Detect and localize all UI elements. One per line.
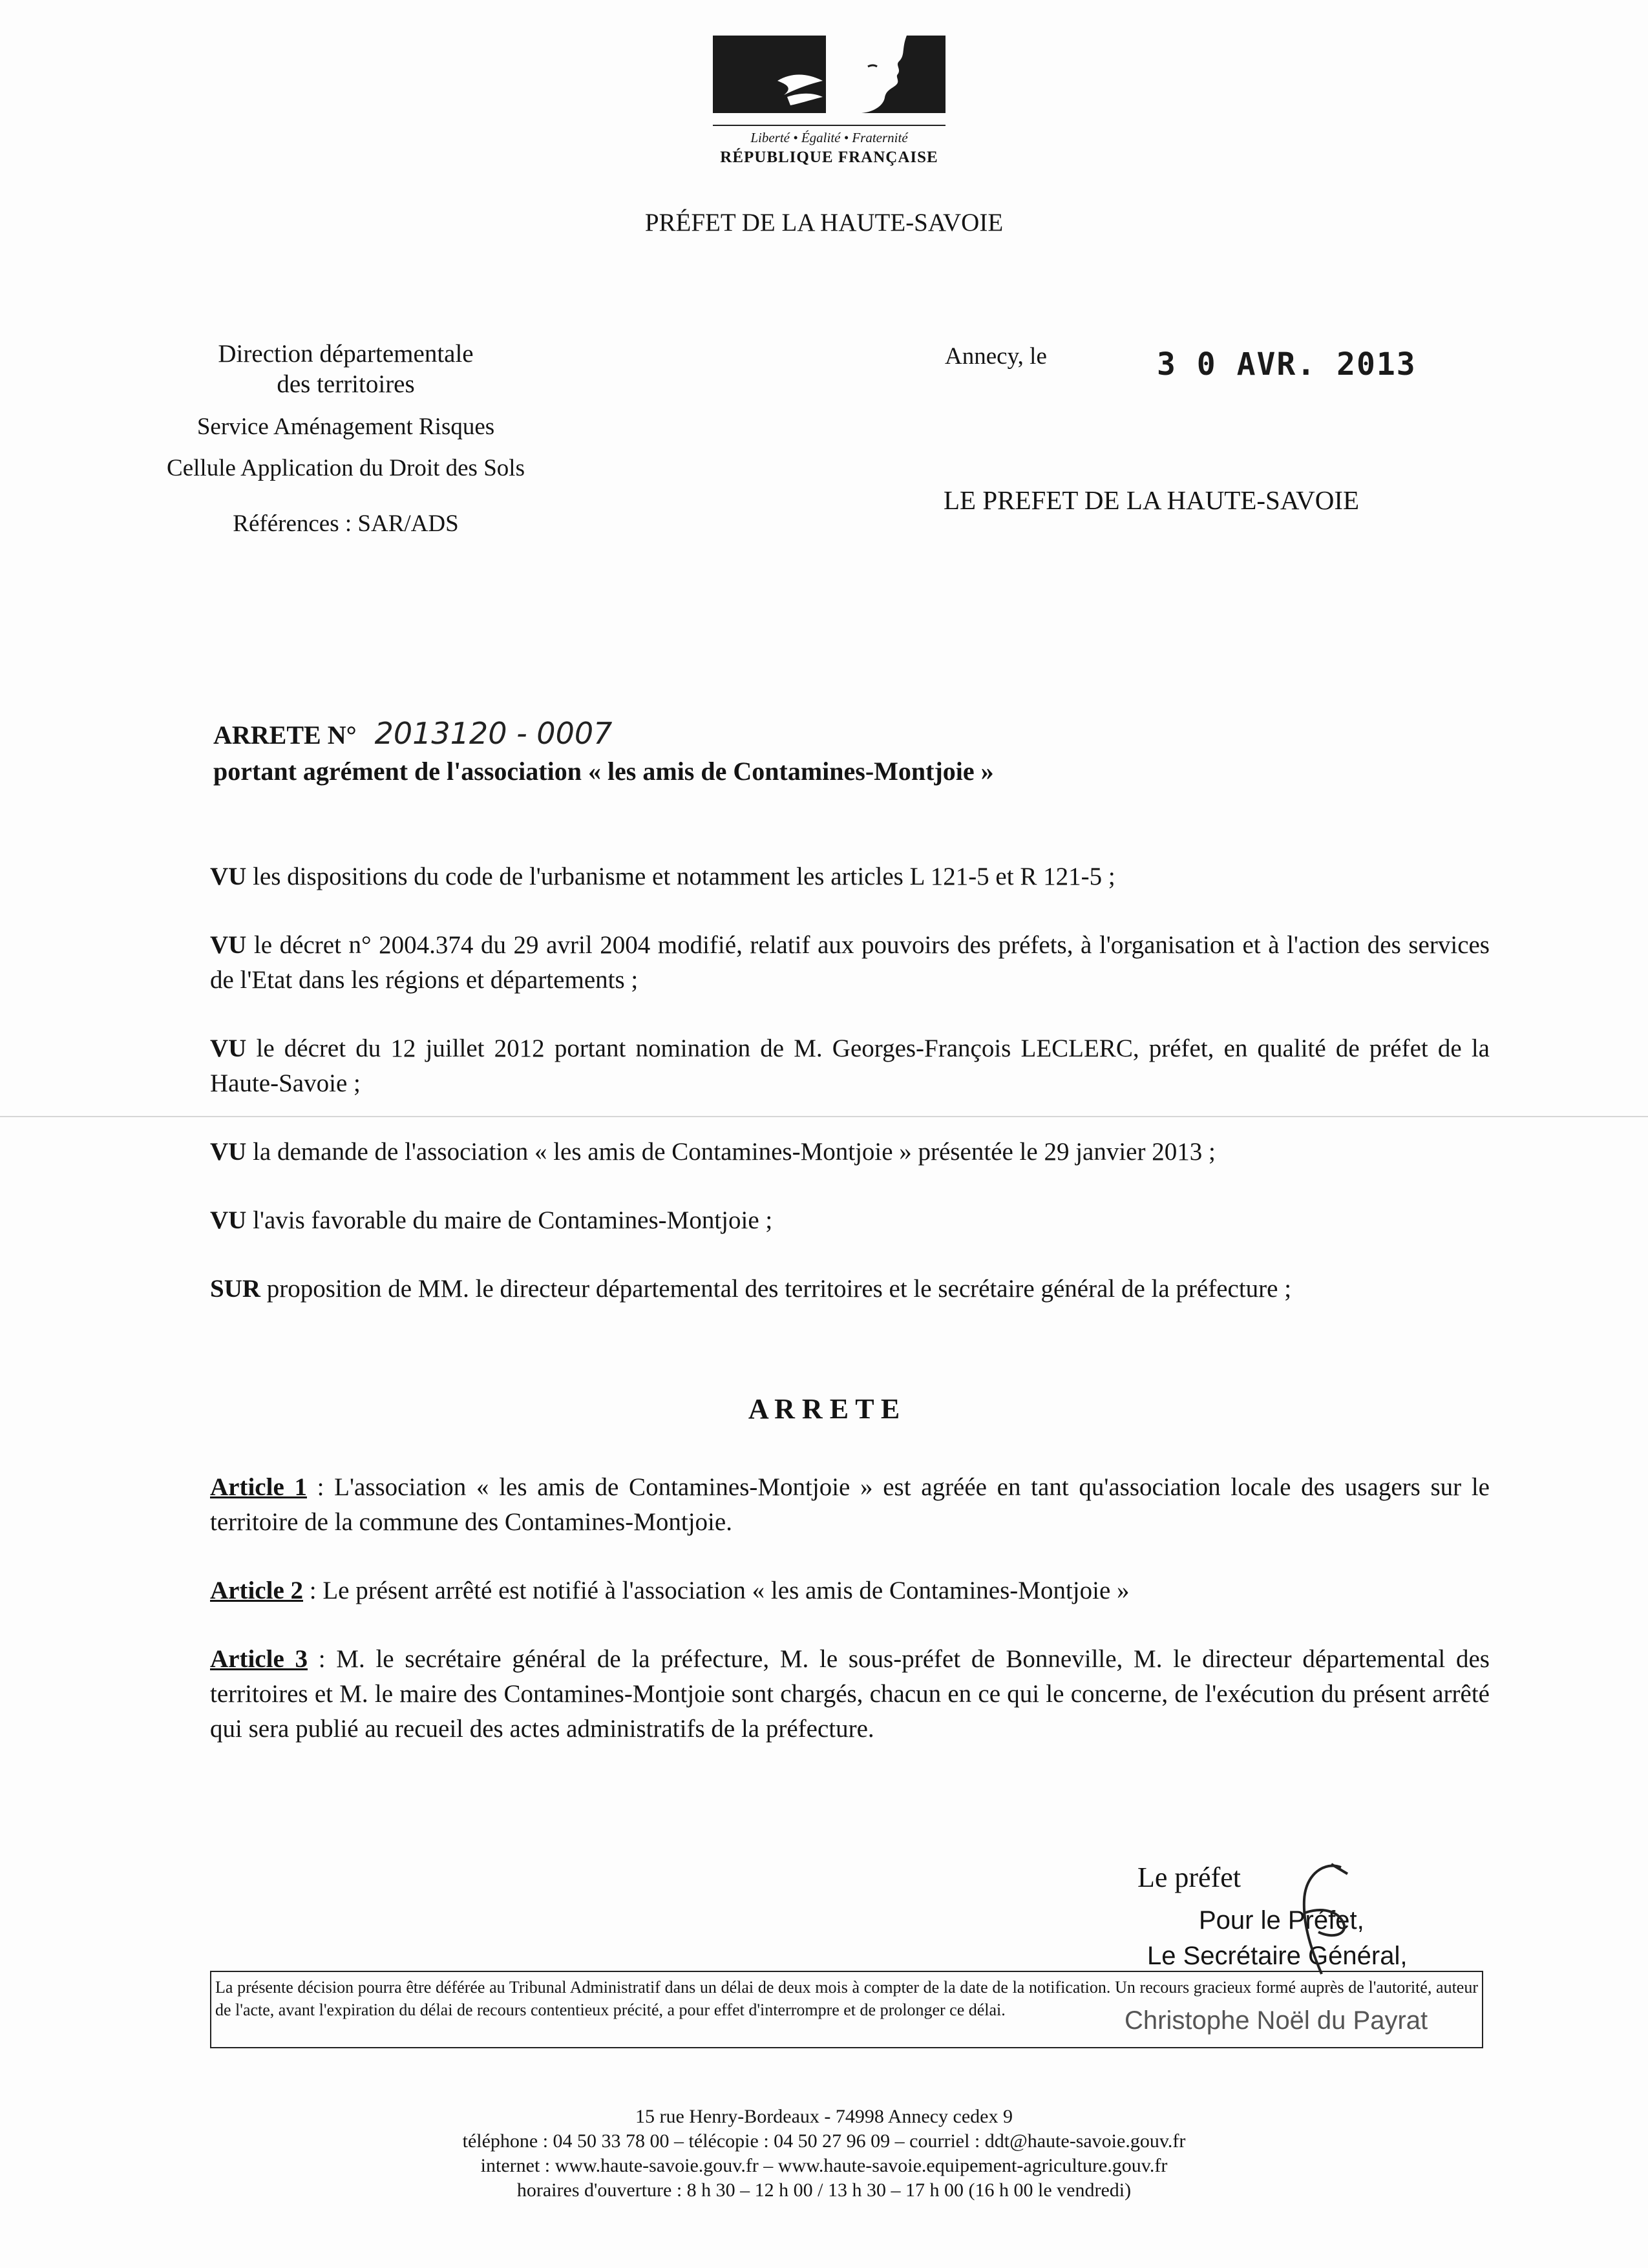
- decree-number-line: [213, 716, 612, 751]
- motto: Liberté • Égalité • Fraternité: [750, 130, 908, 145]
- article: Article 1 : L'association « les amis de Contamines-Montjoie » est agréée en tant qu'association locale des usagers sur le territoire de la commune des Contamines-Montjoie.: [210, 1473, 1490, 1536]
- republic-name: RÉPUBLIQUE FRANÇAISE: [720, 149, 938, 166]
- authority-title: LE PREFET DE LA HAUTE-SAVOIE: [944, 485, 1360, 515]
- sender-line: Cellule Application du Droit des Sols: [167, 454, 525, 481]
- signature-line: Pour le Préfet,: [1199, 1906, 1364, 1935]
- sender-block: [103, 339, 588, 539]
- articles: [210, 1470, 1490, 1747]
- republique-logo: [713, 36, 945, 167]
- signatory-name: Christophe Noël du Payrat: [1125, 2006, 1428, 2035]
- article: Article 2 : Le présent arrêté est notifié à l'association « les amis de Contamines-Montjoie »: [210, 1577, 1130, 1604]
- arrete-heading: A R R E T E: [748, 1393, 900, 1425]
- legal-notice: La présente décision pourra être déférée au Tribunal Administratif dans un délai de deux mois à compter de la date de la notification. Un recours gracieux formé auprès de l'autorité, auteur de l'acte, avant l'expiration du délai de recours contentieux précité, a pour effet d'interrompre et de prolonger ce délai.: [210, 1971, 1483, 2048]
- sender-line: des territoires: [277, 370, 415, 398]
- consideration: VU le décret du 12 juillet 2012 portant nomination de M. Georges-François LECLERC, préfet, en qualité de préfet de la Haute-Savoie ;: [210, 1034, 1490, 1097]
- paper-fold: [0, 1116, 1648, 1117]
- prefect-title: PRÉFET DE LA HAUTE-SAVOIE: [644, 209, 1004, 236]
- decree-subject: portant agrément de l'association « les amis de Contamines-Montjoie »: [213, 757, 994, 786]
- footer-contact: téléphone : 04 50 33 78 00 – télécopie : 04 50 27 96 09 – courriel : ddt@haute-savoie.gouv.fr: [462, 2130, 1186, 2152]
- marianne-icon: [713, 36, 945, 113]
- consideration: VU le décret n° 2004.374 du 29 avril 2004 modifié, relatif aux pouvoirs des préfets, à l'organisation et à l'action des services de l'Etat dans les régions et départements ;: [210, 931, 1490, 994]
- consideration: SUR proposition de MM. le directeur départemental des territoires et le secrétaire général de la préfecture ;: [210, 1275, 1292, 1303]
- handwritten-signature-icon: [1286, 1854, 1364, 1984]
- consideration: VU les dispositions du code de l'urbanisme et notamment les articles L 121-5 et R 121-5 ;: [210, 863, 1115, 890]
- sender-line: Service Aménagement Risques: [196, 413, 495, 440]
- marianne-emblem: [713, 36, 945, 113]
- references: Références : SAR/ADS: [233, 510, 459, 538]
- sender-line: Direction départementale: [218, 340, 474, 368]
- considerations: [210, 859, 1490, 1307]
- article: Article 3 : M. le secrétaire général de la préfecture, M. le sous-préfet de Bonneville, M. le directeur départemental des territoires et M. le maire des Contamines-Montjoie sont chargés, chacun en ce qui le concerne, de l'exécution du présent arrêté qui sera publié au recueil des actes administratifs de la préfecture.: [210, 1645, 1490, 1743]
- consideration: VU l'avis favorable du maire de Contamines-Montjoie ;: [210, 1206, 773, 1234]
- decree-label: ARRETE N°: [213, 720, 357, 750]
- date-stamp: 3 0 AVR. 2013: [1157, 346, 1417, 383]
- signature-line: Le Secrétaire Général,: [1147, 1942, 1408, 1970]
- signature-title: Le préfet: [1137, 1862, 1241, 1893]
- footer-address: 15 rue Henry-Bordeaux - 74998 Annecy cedex 9: [635, 2106, 1013, 2127]
- place-label: Annecy, le: [945, 343, 1047, 370]
- decree-number-handwritten: 2013120 - 0007: [374, 716, 613, 751]
- logo-divider: [713, 125, 945, 126]
- footer-hours: horaires d'ouverture : 8 h 30 – 12 h 00 / 13 h 30 – 17 h 00 (16 h 00 le vendredi): [516, 2179, 1132, 2201]
- footer-websites: internet : www.haute-savoie.gouv.fr – www.haute-savoie.equipement-agriculture.gouv.fr: [480, 2155, 1168, 2176]
- consideration: VU la demande de l'association « les amis de Contamines-Montjoie » présentée le 29 janvier 2013 ;: [210, 1138, 1216, 1166]
